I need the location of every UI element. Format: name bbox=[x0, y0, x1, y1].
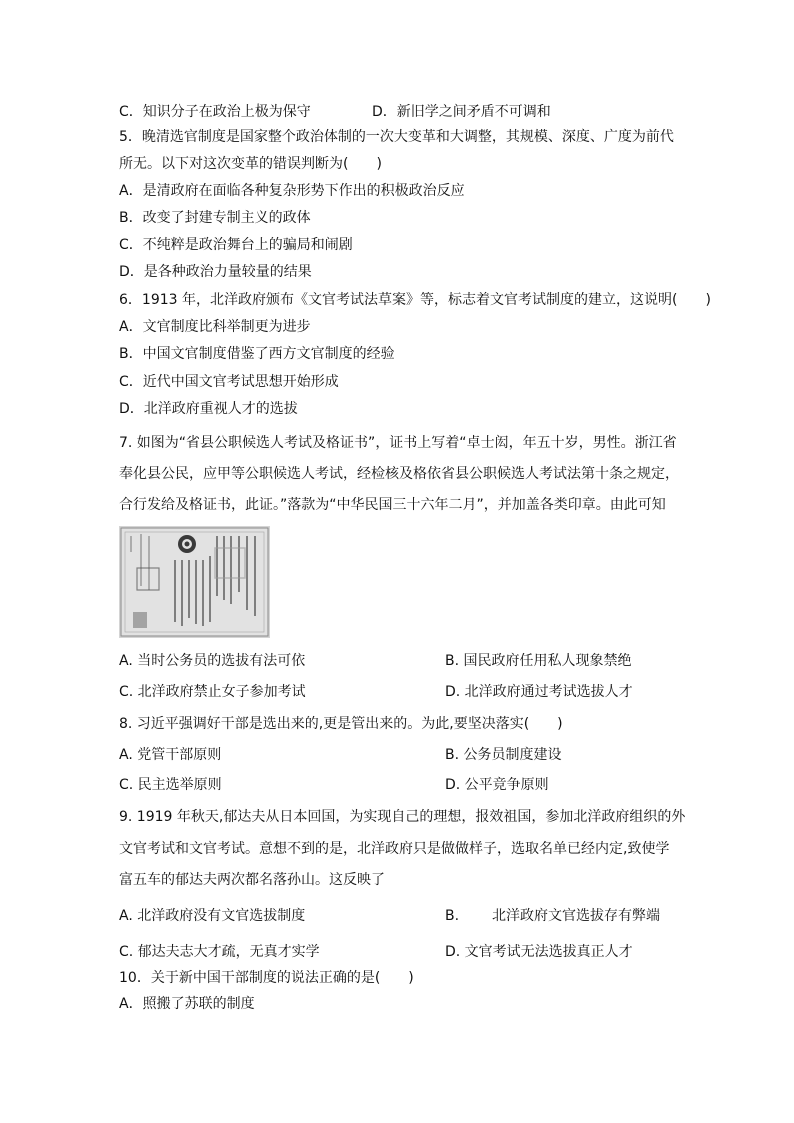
q7-option-b: B. 国民政府任用私人现象禁绝 bbox=[445, 653, 632, 669]
q5-option-c: C．不纯粹是政治舞台上的骗局和闹剧 bbox=[119, 237, 353, 253]
q7-stem-line1: 7. 如图为“省县公职候选人考试及格证书”，证书上写着“卓士闳，年五十岁，男性。浙江省 bbox=[119, 435, 677, 451]
q9-option-c: C. 郁达夫志大才疏，无真才实学 bbox=[119, 944, 320, 960]
certificate-illustration bbox=[119, 526, 270, 638]
q8-stem: 8. 习近平强调好干部是选出来的,更是管出来的。为此,要坚决落实( ) bbox=[119, 716, 563, 732]
q5-stem-line1: 5．晚清选官制度是国家整个政治体制的一次大变革和大调整，其规模、深度、广度为前代 bbox=[119, 129, 674, 145]
q6-option-a: A．文官制度比科举制更为进步 bbox=[119, 319, 311, 335]
q9-option-d: D. 文官考试无法选拔真正人才 bbox=[445, 944, 633, 960]
q8-option-c: C. 民主选举原则 bbox=[119, 777, 222, 793]
q8-option-a: A. 党管干部原则 bbox=[119, 747, 222, 763]
q7-stem-line2: 奉化县公民，应甲等公职候选人考试，经检核及格依省县公职候选人考试法第十条之规定， bbox=[119, 466, 679, 482]
q10-option-a: A．照搬了苏联的制度 bbox=[119, 996, 255, 1012]
q6-option-b: B．中国文官制度借鉴了西方文官制度的经验 bbox=[119, 346, 395, 362]
q9-option-b-letter: B. bbox=[445, 908, 460, 924]
q7-option-c: C. 北洋政府禁止女子参加考试 bbox=[119, 684, 306, 700]
certificate-photo bbox=[119, 526, 270, 638]
q7-stem-line3: 合行发给及格证书，此证。”落款为“中华民国三十六年二月”，并加盖各类印章。由此可知 bbox=[119, 497, 666, 513]
q7-option-a: A. 当时公务员的选拔有法可依 bbox=[119, 653, 306, 669]
q8-option-b: B. 公务员制度建设 bbox=[445, 747, 562, 763]
q5-option-d: D．是各种政治力量较量的结果 bbox=[119, 264, 312, 280]
q9-stem-line2: 文官考试和文官考试。意想不到的是，北洋政府只是做做样子，选取名单已经内定,致使学 bbox=[119, 841, 670, 857]
q8-option-d: D. 公平竞争原则 bbox=[445, 777, 549, 793]
q10-stem: 10．关于新中国干部制度的说法正确的是( ) bbox=[119, 970, 414, 986]
q5-option-a: A．是清政府在面临各种复杂形势下作出的积极政治反应 bbox=[119, 183, 465, 199]
q9-stem-line3: 富五车的郁达夫两次都名落孙山。这反映了 bbox=[119, 872, 385, 888]
q5-option-b: B．改变了封建专制主义的政体 bbox=[119, 210, 311, 226]
q6-option-d: D．北洋政府重视人才的选拔 bbox=[119, 401, 298, 417]
q9-option-a: A. 北洋政府没有文官选拔制度 bbox=[119, 908, 306, 924]
q9-stem-line1: 9. 1919 年秋天,郁达夫从日本回国，为实现自己的理想，报效祖国，参加北洋政府组织的外 bbox=[119, 809, 686, 825]
q9-option-b-text: 北洋政府文官选拔存有弊端 bbox=[492, 908, 660, 924]
q4-option-d: D．新旧学之间矛盾不可调和 bbox=[372, 104, 551, 120]
q7-option-d: D. 北洋政府通过考试选拔人才 bbox=[445, 684, 633, 700]
q4-option-c: C．知识分子在政治上极为保守 bbox=[119, 104, 311, 120]
q6-stem: 6．1913 年，北洋政府颁布《文官考试法草案》等，标志着文官考试制度的建立，这说明( ) bbox=[119, 292, 711, 308]
q5-stem-line2: 所无。以下对这次变革的错误判断为( ) bbox=[119, 156, 382, 172]
q6-option-c: C．近代中国文官考试思想开始形成 bbox=[119, 374, 339, 390]
